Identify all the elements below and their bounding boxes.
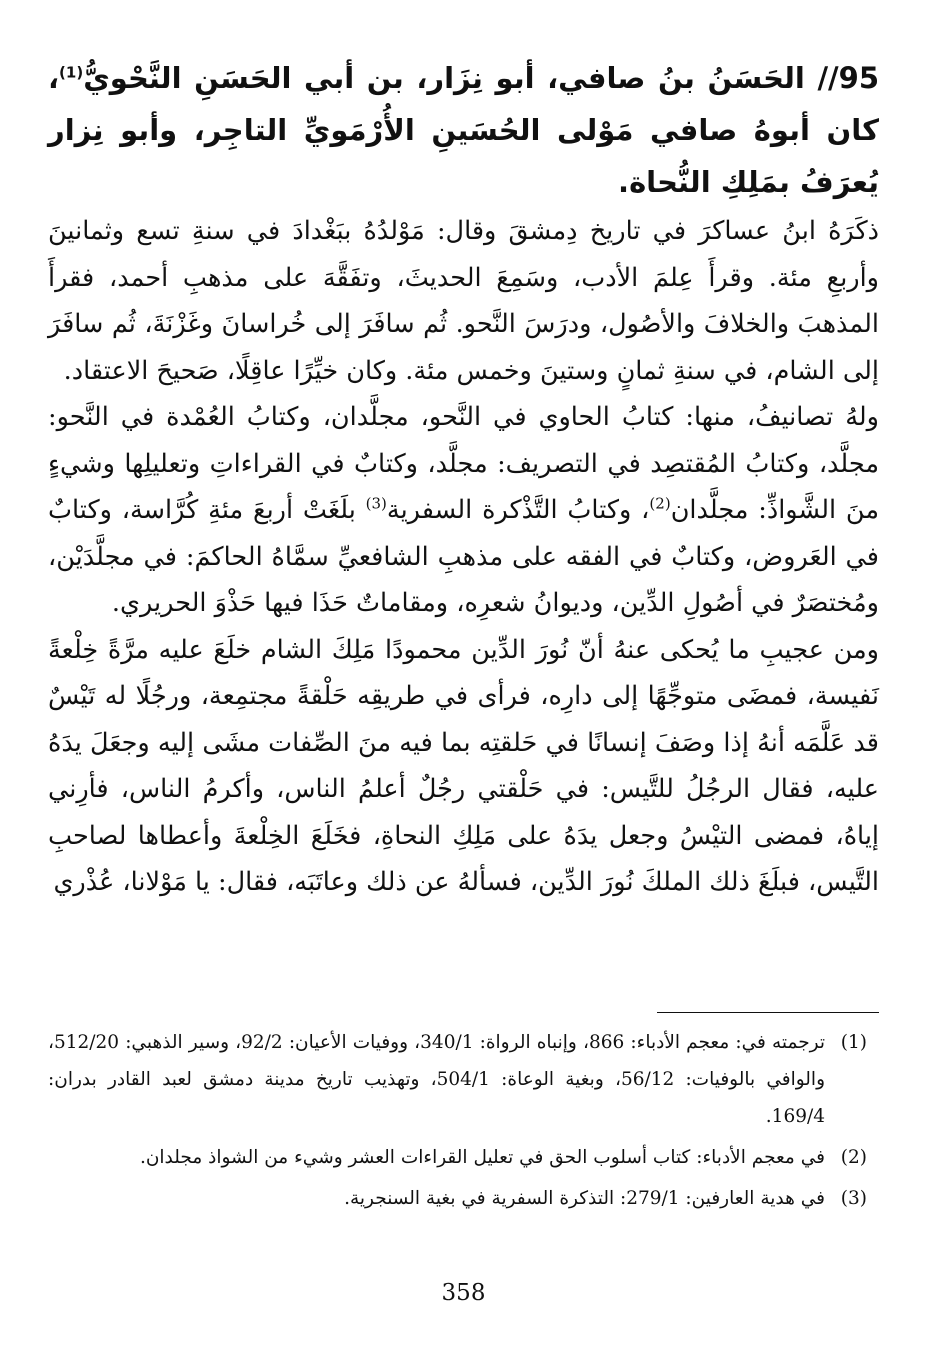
footnote-divider — [657, 1012, 879, 1013]
footnote-number: (1) — [840, 1032, 867, 1053]
entry-heading — [48, 52, 879, 208]
page-number: 358 — [441, 1280, 486, 1306]
footnote-1 — [48, 1024, 879, 1135]
footnote-ref-2: (2) — [649, 494, 671, 513]
footnotes-section — [48, 1024, 879, 1221]
paragraph-works — [48, 394, 879, 627]
entry-heading-text: 95// الحَسَنُ بنُ صافي، أبو نِزَار، بن أبي الحَسَنِ النَّحْويُّ — [83, 61, 879, 95]
footnote-ref-3: (3) — [365, 494, 387, 513]
footnote-number: (2) — [840, 1147, 867, 1168]
book-page — [48, 52, 879, 1346]
footnote-text: ترجمته في: معجم الأدباء: 866، وإنباه الرواة: 340/1، ووفيات الأعيان: 92/2، وسير الذهبي: 512/20، والوافي بالوفيات: 56/12، وبغية الوعاة: 504/1، وتهذيب تاريخ مدينة دمشق لعبد القادر بدران: 169/4. — [48, 1032, 826, 1127]
footnote-3 — [48, 1180, 879, 1217]
footnote-number: (3) — [840, 1188, 867, 1209]
footnote-2 — [48, 1139, 879, 1176]
paragraph-biography: ذكَرَهُ ابنُ عساكرَ في تاريخ دِمشقَ وقال: مَوْلدُهُ ببَغْدادَ في سنةِ تسع وثمانينَ وأربعِ مئة. وقرأَ عِلمَ الأدب، وسَمِعَ الحديثَ، وتفَقَّهَ على مذهبِ أحمد، فقرأَ المذهبَ والخلافَ والأصُول، ودرَسَ النَّحو. ثُم سافَرَ إلى خُراسانَ وغَزْنَةَ، ثُم سافَرَ إلى الشام، في سنةِ ثمانٍ وستينَ وخمس مئة. وكان خيِّرًا عاقِلًا، صَحيحَ الاعتقاد. — [48, 216, 879, 386]
paragraph-anecdote: ومن عجيبِ ما يُحكى عنهُ أنّ نُورَ الدِّين محمودًا مَلِكَ الشام خلَعَ عليه مرَّةً خِلْعةً نَفيسة، فمضَى متوجِّهًا إلى دارِه، فرأى في طريقِه حَلْقةً مجتمِعة، ورجُلًا له تَيْسٌ قد عَلَّمَه أنهُ إذا وصَفَ إنسانًا في حَلقتِه بما فيه منَ الصِّفات مشَى إليه وجعَلَ يدَهُ عليه، فقال الرجُلُ للتَّيس: في حَلْقتي رجُلٌ أعلمُ الناس، وأكرمُ الناس، فأرِني إياهُ، فمضى التيْسُ وجعل يدَهُ على مَلِكِ النحاةِ، فخَلَعَ الخِلْعةَ وأعطاها لصاحبِ التَّيس، فبلَغَ ذلك الملكَ نُورَ الدِّين، فسألهُ عن ذلك وعاتَبَه، فقال: يا مَوْلانا، عُذْري — [48, 634, 879, 897]
footnote-text: في معجم الأدباء: كتاب أسلوب الحق في تعليل القراءات العشر وشيء من الشواذ مجلدان. — [139, 1147, 825, 1168]
paragraph-works-part-a: ولهُ تصانيفُ، منها: كتابُ الحاوي في النَّحو، مجلَّدان، وكتابُ العُمْدة في النَّحو: مجلَّد، وكتابُ المُقتصِد في التصريف: مجلَّد، وكتابٌ في القراءاتِ وتعليلِها وشيءٍ منَ الشَّواذِّ: مجلَّدان — [48, 402, 879, 525]
footnote-ref-1: (1) — [59, 63, 84, 82]
entry-heading-text-after: ، كان أبوهُ صافي مَوْلى الحُسَينِ الأُرْمَويِّ التاجِر، وأبو نِزار يُعرَفُ بمَلِكِ النُّحاة. — [48, 61, 879, 199]
paragraph-works-part-b: ، وكتابُ التَّذْكرة السفرية — [386, 495, 650, 525]
paragraph-works-part-c: بلَغَتْ أربعَ مئةِ كُرَّاسة، وكتابٌ في العَروض، وكتابٌ في الفقه على مذهبِ الشافعيِّ سمَّاهُ الحاكمَ: في مجلَّدَيْن، ومُختصَرٌ في أصُولِ الدِّين، وديوانُ شعرِه، ومقاماتٌ حَذَا فيها حَذْوَ الحريري. — [48, 495, 879, 618]
footnote-text: في هدية العارفين: 279/1: التذكرة السفرية في بغية السنجرية. — [344, 1188, 825, 1209]
